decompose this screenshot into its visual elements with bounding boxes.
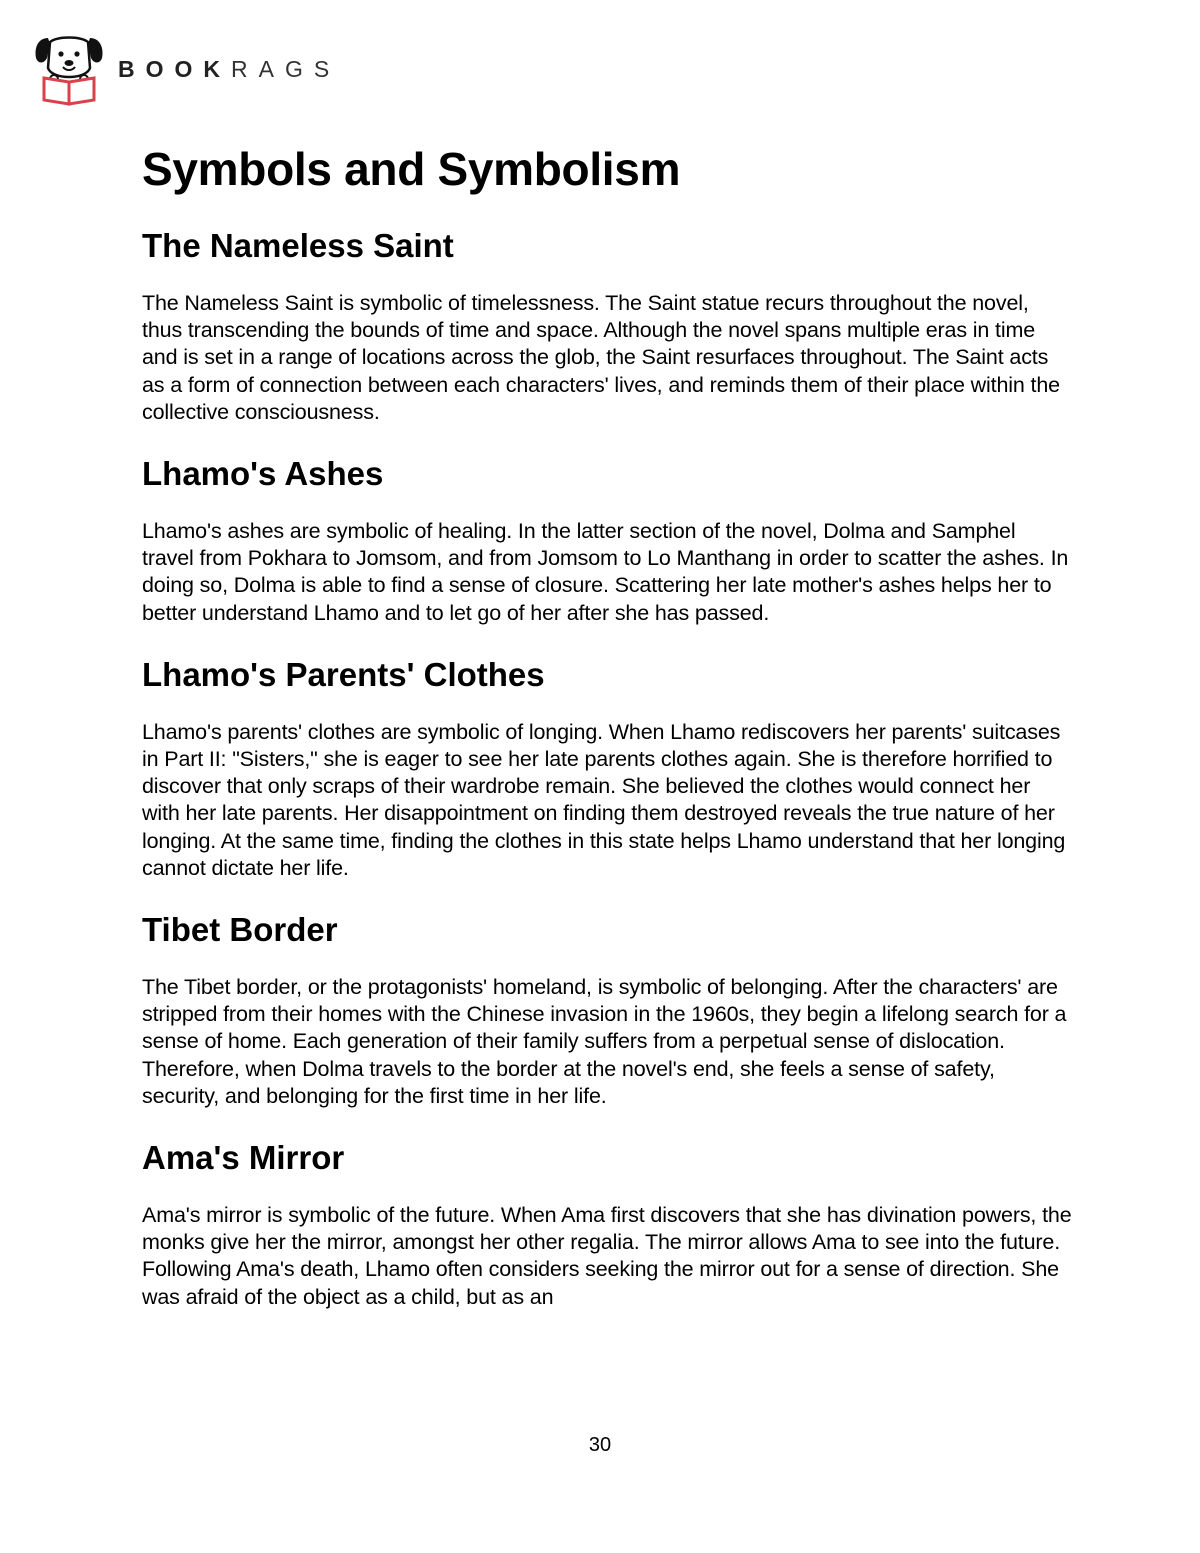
- section-heading: The Nameless Saint: [142, 227, 454, 264]
- section-heading: Lhamo's Ashes: [142, 455, 384, 493]
- section-heading: Ama's Mirror: [142, 1139, 345, 1177]
- document-content: [142, 140, 1072, 1311]
- section-parents-clothes: [142, 655, 1072, 882]
- page-number: 30: [588, 1434, 612, 1456]
- section-heading: Lhamo's Parents' Clothes: [142, 655, 545, 693]
- brand-wordmark: [118, 56, 340, 83]
- section-body: Lhamo's ashes are symbolic of healing. In the latter section of the novel, Dolma and Samphel travel from Pokhara to Jomsom, and from Jomsom to Lo Manthang in order to scatter the ashes. In doing so, Dolma is able to find a sense of closure. Scattering her late mother's ashes helps her to better understand Lhamo and to let go of her after she has passed.: [142, 519, 1069, 625]
- brand-name-bold: BOOK: [118, 55, 231, 82]
- section-body: The Tibet border, or the protagonists' homeland, is symbolic of belonging. After the characters' are stripped from their homes with the Chinese invasion in the 1960s, they begin a lifelong search for a sense of home. Each generation of their family suffers from a perpetual sense of dislocation. Therefore, when Dolma travels to the border at the novel's end, she feels a sense of safety, security, and belonging for the first time in her life.: [142, 975, 1067, 1108]
- section-amas-mirror: [142, 1138, 1072, 1311]
- section-body: The Nameless Saint is symbolic of timelessness. The Saint statue recurs throughout the novel, thus transcending the bounds of time and space. Although the novel spans multiple eras in time and is set in a range of locations across the glob, the Saint resurfaces throughout. The Saint acts as a form of connection between each characters' lives, and reminds them of their place within the collective consciousness.: [142, 291, 1060, 424]
- bookrags-logo[interactable]: [34, 34, 340, 106]
- section-tibet-border: [142, 910, 1072, 1110]
- section-lhamos-ashes: [142, 454, 1072, 627]
- section-body: Lhamo's parents' clothes are symbolic of longing. When Lhamo rediscovers her parents' suitcases in Part II: "Sisters," she is eager to see her late parents clothes again. She is therefore horrified to discover that only scraps of their wardrobe remain. She believed the clothes would connect her with her late parents. Her disappointment on finding them destroyed reveals the true nature of her longing. At the same time, finding the clothes in this state helps Lhamo understand that her longing cannot dictate her life.: [142, 719, 1066, 880]
- section-heading: Tibet Border: [142, 911, 338, 949]
- section-body: Ama's mirror is symbolic of the future. When Ama first discovers that she has divination powers, the monks give her the mirror, amongst her other regalia. The mirror allows Ama to see into the future. Following Ama's death, Lhamo often considers seeking the mirror out for a sense of direction. She was afraid of the object as a child, but as an: [142, 1203, 1072, 1309]
- brand-name-light: RAGS: [231, 55, 341, 82]
- dog-book-logo-icon: [34, 34, 104, 106]
- section-nameless-saint: [142, 226, 1072, 426]
- page-title: Symbols and Symbolism: [142, 143, 681, 195]
